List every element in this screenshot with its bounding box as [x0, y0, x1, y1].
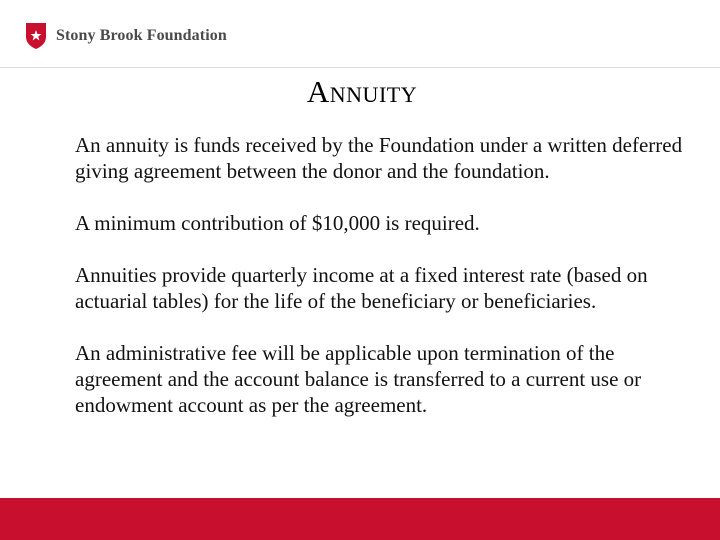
brand-name: Stony Brook Foundation — [56, 27, 227, 44]
footer-bar — [0, 498, 720, 540]
stony-brook-shield-icon — [25, 22, 47, 50]
paragraph-administrative-fee: An administrative fee will be applicable upon termination of the agreement and the account balance is transferred to a current use or endowment account as per the agreement. — [75, 341, 642, 417]
brand-logo — [25, 22, 227, 50]
paragraph-minimum-contribution: A minimum contribution of $10,000 is required. — [75, 211, 480, 235]
paragraph-definition: An annuity is funds received by the Foundation under a written deferred giving agreement between the donor and the foundation. — [75, 133, 683, 183]
paragraph-quarterly-income: Annuities provide quarterly income at a fixed interest rate (based on actuarial tables) for the life of the beneficiary or beneficiaries. — [75, 263, 648, 313]
slide-body — [75, 132, 685, 418]
slide-header — [0, 0, 720, 68]
slide-title: Annuity — [306, 74, 418, 109]
